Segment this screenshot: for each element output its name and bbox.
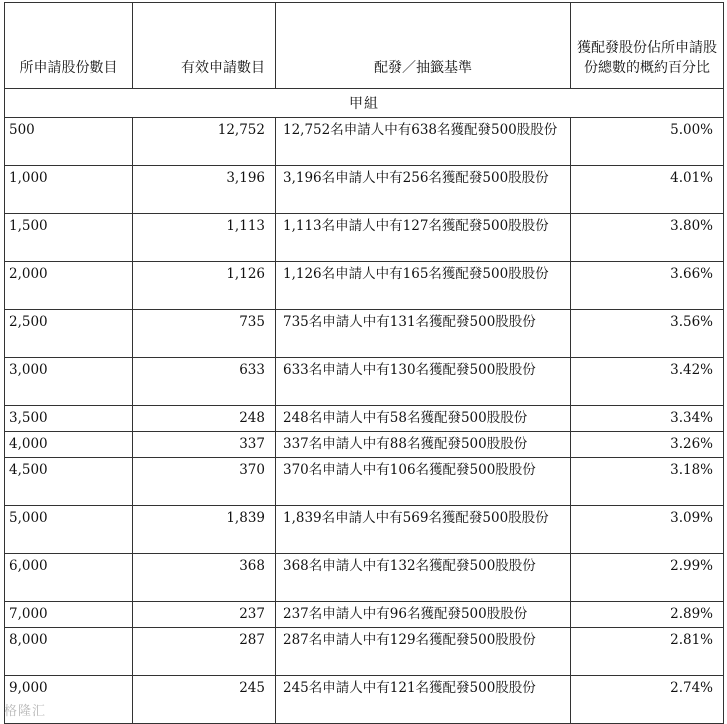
valid-applications-cell: 370 [133, 458, 276, 506]
basis-cell: 337名申請人中有88名獲配發500股股份 [276, 432, 571, 458]
percentage-cell: 3.66% [571, 262, 724, 310]
basis-cell: 287名申請人中有129名獲配發500股股份 [276, 628, 571, 676]
valid-applications-cell: 287 [133, 628, 276, 676]
watermark-logo: 格隆汇 [4, 704, 47, 719]
basis-cell: 3,196名申請人中有256名獲配發500股股份 [276, 166, 571, 214]
basis-cell: 633名申請人中有130名獲配發500股股份 [276, 358, 571, 406]
table-row [5, 118, 724, 166]
basis-cell: 735名申請人中有131名獲配發500股股份 [276, 310, 571, 358]
percentage-cell: 3.56% [571, 310, 724, 358]
basis-cell: 237名申請人中有96名獲配發500股股份 [276, 602, 571, 628]
allotment-table [4, 2, 724, 724]
percentage-cell: 3.34% [571, 406, 724, 432]
valid-applications-cell: 368 [133, 554, 276, 602]
percentage-cell: 3.80% [571, 214, 724, 262]
table-body [5, 118, 724, 724]
valid-applications-cell: 248 [133, 406, 276, 432]
percentage-cell: 5.00% [571, 118, 724, 166]
basis-cell: 1,113名申請人中有127名獲配發500股股份 [276, 214, 571, 262]
basis-cell: 245名申請人中有121名獲配發500股股份 [276, 676, 571, 724]
shares-cell: 1,000 [5, 166, 133, 214]
table-row [5, 506, 724, 554]
valid-applications-cell: 1,126 [133, 262, 276, 310]
valid-applications-cell: 337 [133, 432, 276, 458]
table-row [5, 406, 724, 432]
basis-cell: 12,752名申請人中有638名獲配發500股股份 [276, 118, 571, 166]
shares-cell: 4,000 [5, 432, 133, 458]
table-row [5, 602, 724, 628]
group-row [5, 89, 724, 118]
basis-cell: 370名申請人中有106名獲配發500股股份 [276, 458, 571, 506]
shares-cell: 3,000 [5, 358, 133, 406]
table-row [5, 166, 724, 214]
header-shares-applied: 所申請股份數目 [5, 3, 133, 89]
basis-cell: 1,839名申請人中有569名獲配發500股股份 [276, 506, 571, 554]
shares-cell: 8,000 [5, 628, 133, 676]
valid-applications-cell: 245 [133, 676, 276, 724]
shares-cell: 2,500 [5, 310, 133, 358]
basis-cell: 1,126名申請人中有165名獲配發500股股份 [276, 262, 571, 310]
shares-cell: 7,000 [5, 602, 133, 628]
shares-cell: 500 [5, 118, 133, 166]
table-row [5, 554, 724, 602]
shares-cell: 9,000 [5, 676, 133, 724]
percentage-cell: 4.01% [571, 166, 724, 214]
shares-cell: 5,000 [5, 506, 133, 554]
percentage-cell: 2.74% [571, 676, 724, 724]
percentage-cell: 2.89% [571, 602, 724, 628]
table-row [5, 432, 724, 458]
valid-applications-cell: 1,113 [133, 214, 276, 262]
basis-cell: 248名申請人中有58名獲配發500股股份 [276, 406, 571, 432]
percentage-cell: 3.26% [571, 432, 724, 458]
header-valid-applications: 有效申請數目 [133, 3, 276, 89]
percentage-cell: 3.42% [571, 358, 724, 406]
table-row [5, 676, 724, 724]
basis-cell: 368名申請人中有132名獲配發500股股份 [276, 554, 571, 602]
table-row [5, 310, 724, 358]
table-row [5, 262, 724, 310]
header-percentage: 獲配發股份佔所申請股份總數的概約百分比 [571, 3, 724, 89]
valid-applications-cell: 1,839 [133, 506, 276, 554]
valid-applications-cell: 3,196 [133, 166, 276, 214]
percentage-cell: 3.09% [571, 506, 724, 554]
valid-applications-cell: 12,752 [133, 118, 276, 166]
valid-applications-cell: 237 [133, 602, 276, 628]
valid-applications-cell: 633 [133, 358, 276, 406]
percentage-cell: 2.99% [571, 554, 724, 602]
shares-cell: 2,000 [5, 262, 133, 310]
table-row [5, 458, 724, 506]
group-label: 甲組 [5, 89, 724, 118]
percentage-cell: 2.81% [571, 628, 724, 676]
valid-applications-cell: 735 [133, 310, 276, 358]
table-row [5, 358, 724, 406]
table-row [5, 214, 724, 262]
shares-cell: 4,500 [5, 458, 133, 506]
header-basis: 配發／抽籤基準 [276, 3, 571, 89]
shares-cell: 1,500 [5, 214, 133, 262]
table-header-row [5, 3, 724, 89]
percentage-cell: 3.18% [571, 458, 724, 506]
shares-cell: 3,500 [5, 406, 133, 432]
table-row [5, 628, 724, 676]
shares-cell: 6,000 [5, 554, 133, 602]
